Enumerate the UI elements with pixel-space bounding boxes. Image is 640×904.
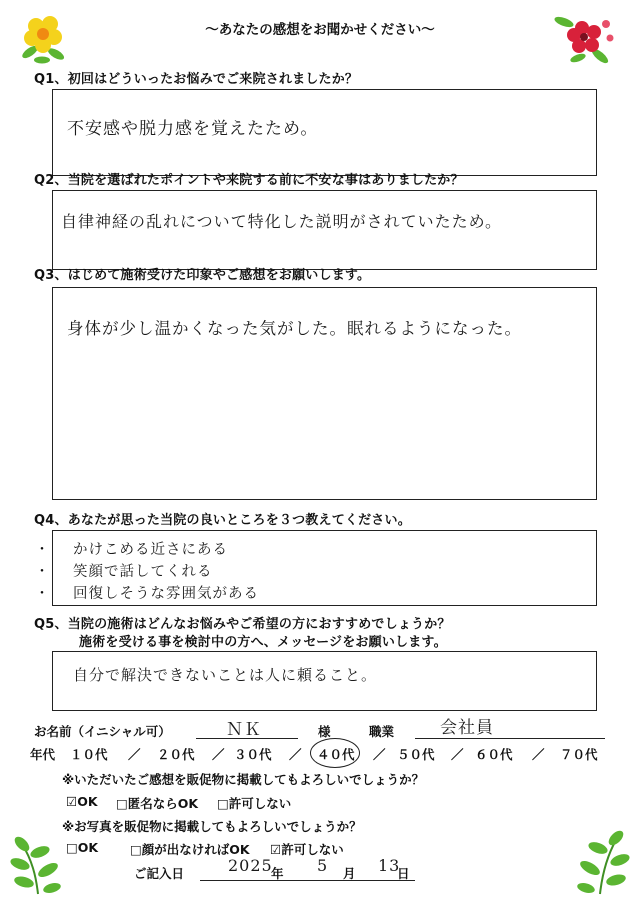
q1-question: Q1、初回はどういったお悩みでご来院されましたか？ <box>34 72 359 87</box>
q2-answer: 自律神経の乱れについて特化した説明がされていたため。 <box>61 212 503 231</box>
date-day-unit: 日 <box>397 866 410 881</box>
leaf-sprig-left-icon <box>8 830 68 896</box>
q2-question: Q2、当院を選ばれたポイントや来院する前に不安な事はありましたか？ <box>34 173 464 188</box>
name-suffix: 様 <box>318 724 331 739</box>
age-sep-6: ／ <box>532 747 545 762</box>
date-label: ご記入日 <box>134 866 185 881</box>
q3-answer-box <box>52 287 597 500</box>
age-option-20s: ２０代 <box>157 747 195 762</box>
q4-answer-3: 回復しそうな雰囲気がある <box>73 586 259 602</box>
job-underline <box>415 738 605 739</box>
date-year-unit: 年 <box>271 866 284 881</box>
age-option-50s: ５０代 <box>397 747 435 762</box>
date-underline <box>200 880 415 881</box>
date-month-unit: 月 <box>343 866 356 881</box>
q4-answer-1: かけこめる近さにある <box>73 542 228 558</box>
consent-photo-deny[interactable]: ☑許可しない <box>270 842 344 857</box>
q3-question: Q3、はじめて施術受けた印象やご感想をお願いします。 <box>34 268 371 283</box>
name-label: お名前（イニシャル可） <box>34 724 171 739</box>
age-label: 年代 <box>30 747 56 762</box>
q4-bullet-3: ・ <box>35 586 49 602</box>
age-option-30s: ３０代 <box>234 747 272 762</box>
age-option-70s: ７０代 <box>560 747 598 762</box>
q4-question: Q4、あなたが思った当院の良いところを３つ教えてください。 <box>34 513 411 528</box>
consent-sales-deny[interactable]: □許可しない <box>217 796 292 811</box>
job-label: 職業 <box>369 724 395 739</box>
q2-answer-box <box>52 190 597 270</box>
consent-photo-no-face[interactable]: □顔が出なければOK <box>130 842 250 857</box>
q5-answer: 自分で解決できないことは人に頼ること。 <box>73 666 378 684</box>
date-day: 13 <box>378 856 401 875</box>
job-value: 会社員 <box>440 718 494 738</box>
q4-bullet-2: ・ <box>35 564 49 580</box>
age-sep-5: ／ <box>451 747 464 762</box>
age-option-10s: １０代 <box>70 747 108 762</box>
age-option-60s: ６０代 <box>475 747 513 762</box>
consent-photo-ok[interactable]: □OK <box>66 840 99 855</box>
q4-answer-2: 笑顔で話してくれる <box>73 564 213 580</box>
age-sep-2: ／ <box>212 747 225 762</box>
age-sep-4: ／ <box>373 747 386 762</box>
q5-question-line2: 施術を受ける事を検討中の方へ、メッセージをお願いします。 <box>79 635 447 650</box>
consent-photo-question: ※お写真を販促物に掲載してもよろしいでしょうか？ <box>62 819 362 834</box>
q4-bullet-1: ・ <box>35 542 49 558</box>
name-value: ＮＫ <box>226 720 262 740</box>
q4-answer-box <box>35 530 597 606</box>
q5-question-line1: Q5、当院の施術はどんなお悩みやご希望の方におすすめでしょうか？ <box>34 617 451 632</box>
q1-answer-box <box>52 89 597 176</box>
date-year: 2025 <box>228 856 273 875</box>
date-month: 5 <box>317 856 329 875</box>
consent-sales-ok[interactable]: ☑OK <box>66 794 98 809</box>
consent-sales-question: ※いただいたご感想を販促物に掲載してもよろしいでしょうか？ <box>62 772 425 787</box>
consent-sales-anonymous[interactable]: □匿名ならOK <box>116 796 199 811</box>
age-sep-3: ／ <box>289 747 302 762</box>
q3-answer: 身体が少し温かくなった気がした。眠れるようになった。 <box>67 319 522 338</box>
leaf-sprig-right-icon <box>570 826 632 896</box>
age-sep-1: ／ <box>128 747 141 762</box>
age-option-40s: ４０代 <box>317 747 355 762</box>
form-title: ～あなたの感想をお聞かせください～ <box>205 22 435 38</box>
q5-answer-box <box>52 651 597 711</box>
q1-answer: 不安感や脱力感を覚えたため。 <box>67 119 319 139</box>
